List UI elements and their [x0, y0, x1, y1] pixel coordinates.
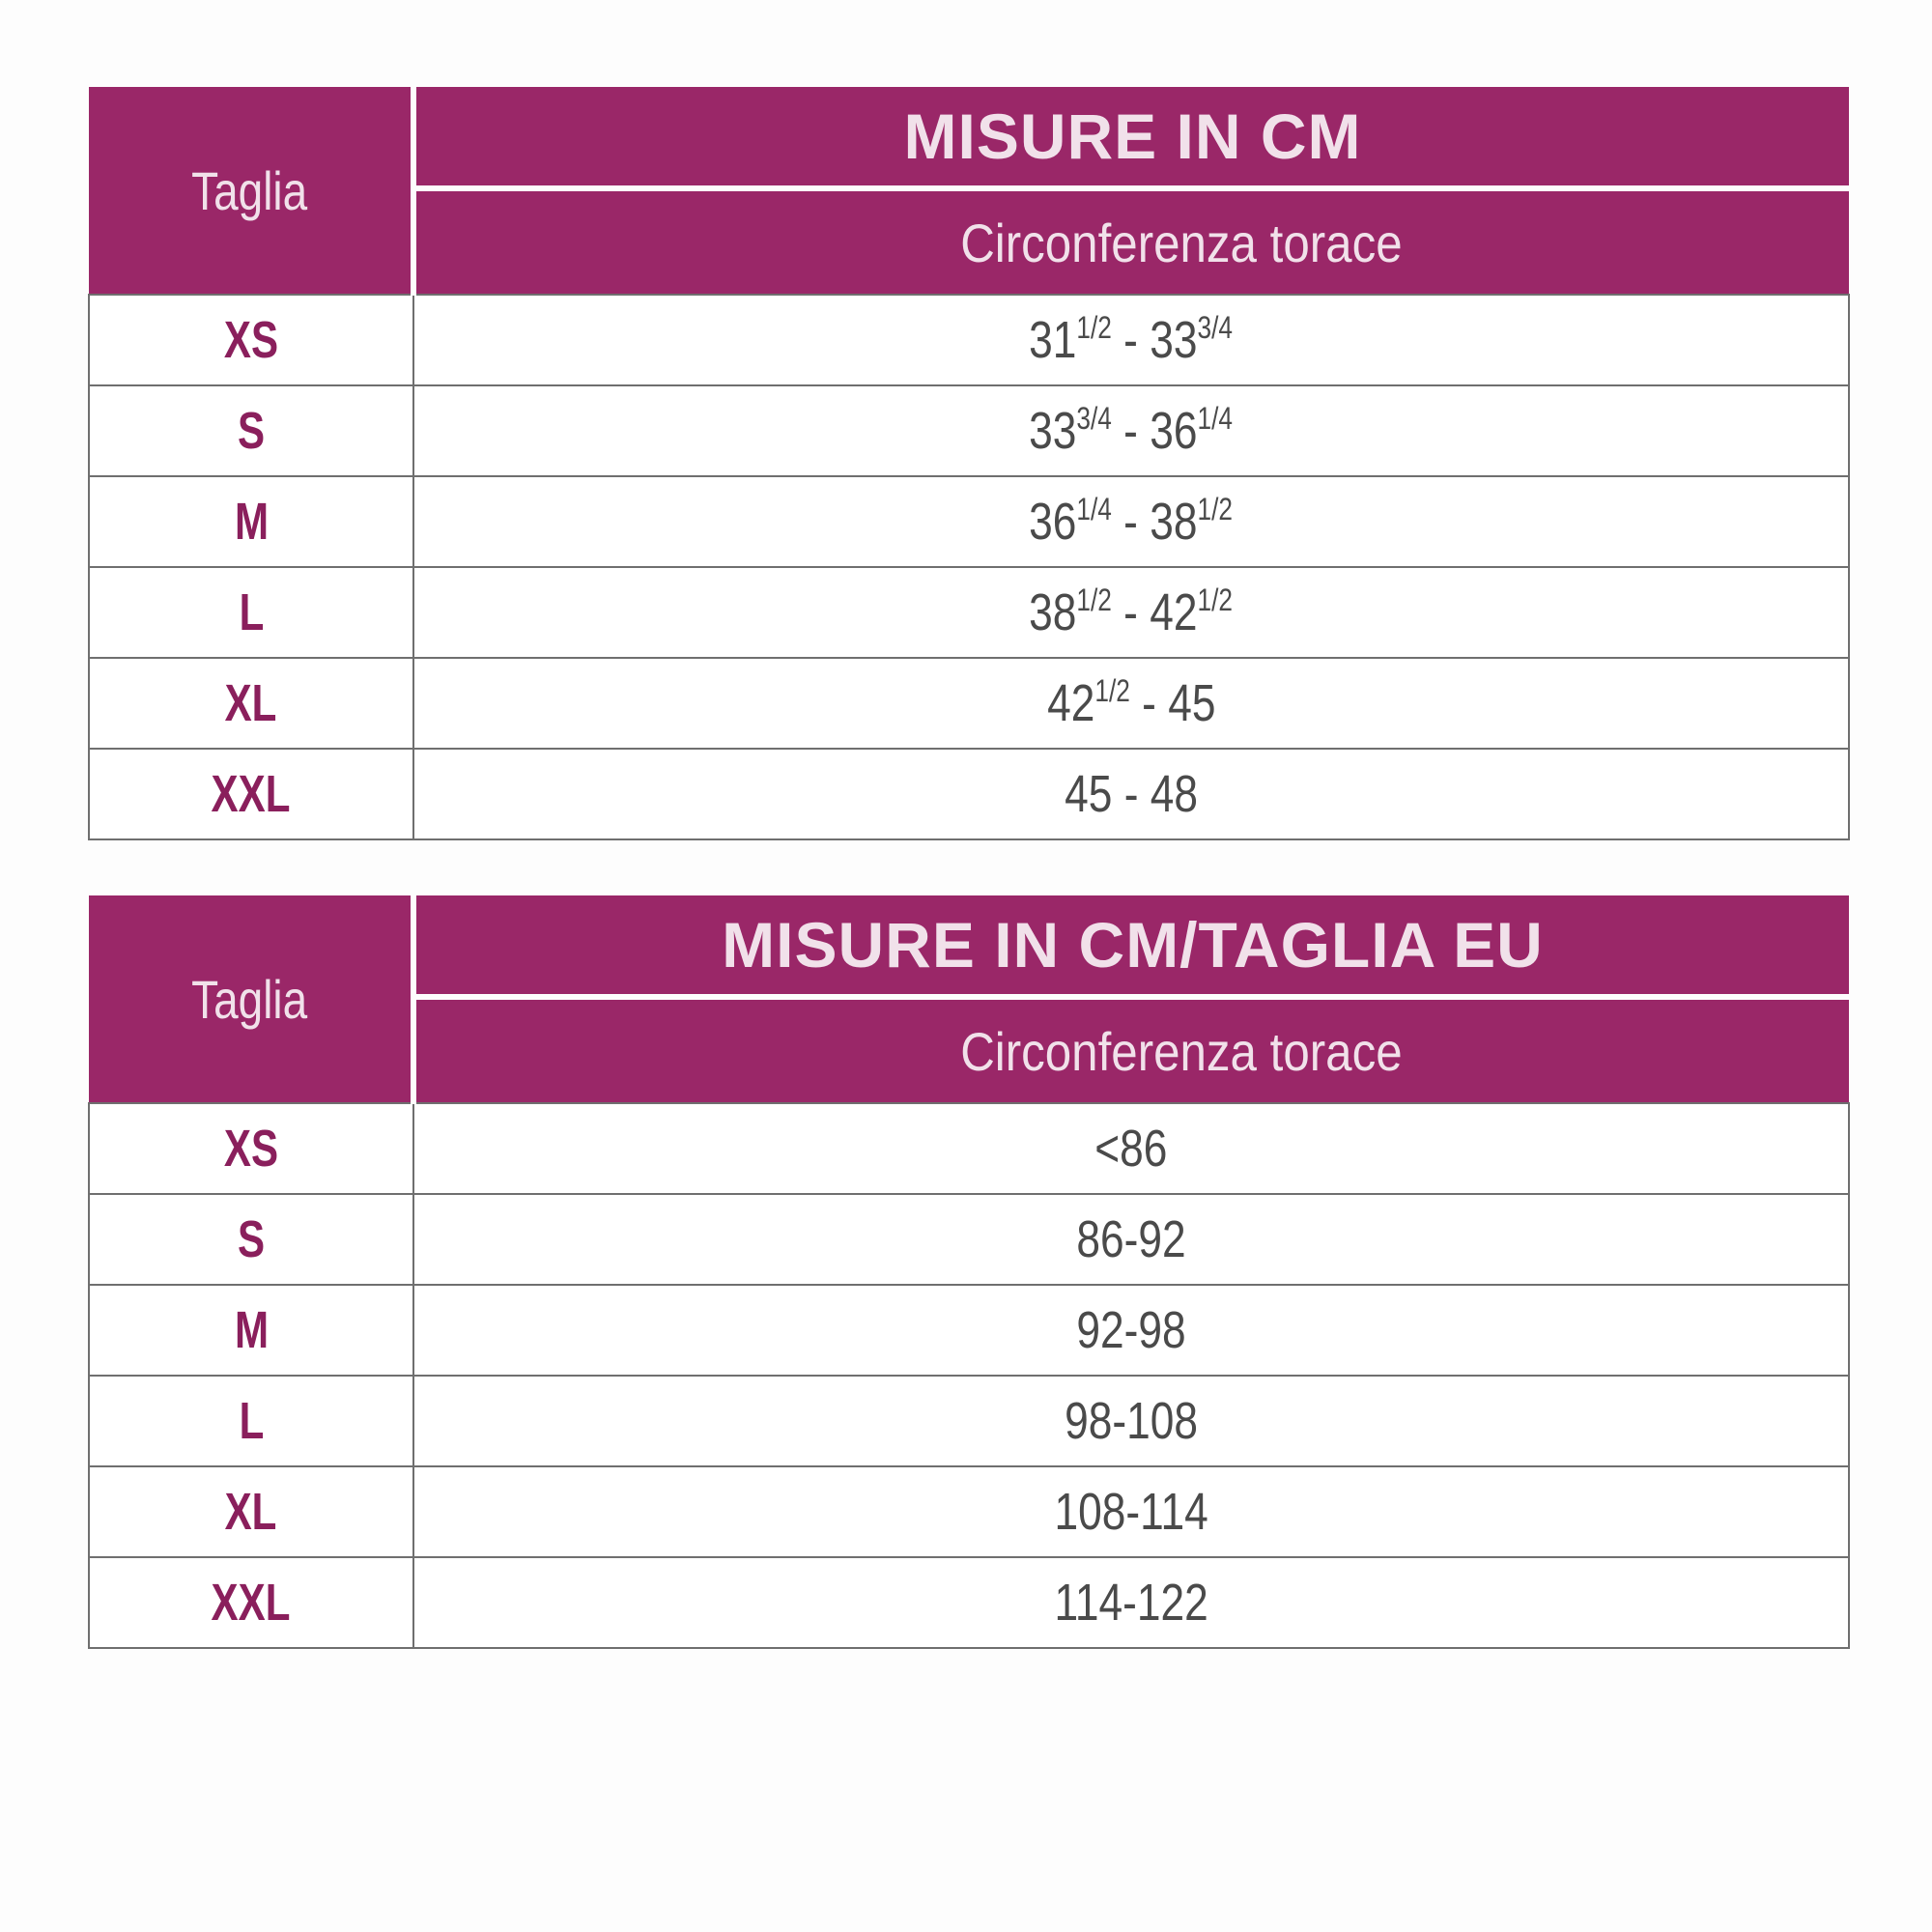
table-row [89, 658, 1849, 749]
size-label: XS [89, 1103, 413, 1194]
measurement-value: <86 [413, 1103, 1849, 1194]
table-body [89, 1103, 1849, 1648]
measurement-value: 92-98 [413, 1285, 1849, 1376]
table-row [89, 1376, 1849, 1466]
header-size: Taglia [89, 895, 413, 1103]
header-size: Taglia [89, 87, 413, 295]
size-label: XXL [89, 1557, 413, 1648]
size-label: XL [89, 658, 413, 749]
measurement-value: 108-114 [413, 1466, 1849, 1557]
size-label: XXL [89, 749, 413, 839]
size-label: XS [89, 295, 413, 385]
size-label: L [89, 1376, 413, 1466]
size-table-inches [88, 87, 1850, 840]
table-row [89, 749, 1849, 839]
measurement-value: 98-108 [413, 1376, 1849, 1466]
table-row [89, 567, 1849, 658]
size-label: M [89, 476, 413, 567]
measurement-value: $33^{3/4} - 36^{1/4}$ [413, 385, 1849, 476]
measurement-value: 45 - 48 [413, 749, 1849, 839]
size-table-cm-eu [88, 895, 1850, 1649]
table-row [89, 1285, 1849, 1376]
table-row [89, 1466, 1849, 1557]
table-subtitle: Circonferenza torace [413, 188, 1849, 295]
size-label: S [89, 1194, 413, 1285]
table-row [89, 295, 1849, 385]
table-row [89, 1194, 1849, 1285]
table-row [89, 385, 1849, 476]
measurement-value: $38^{1/2} - 42^{1/2}$ [413, 567, 1849, 658]
measurement-value: $36^{1/4} - 38^{1/2}$ [413, 476, 1849, 567]
table-title: MISURE IN CM [413, 87, 1849, 188]
size-label: M [89, 1285, 413, 1376]
table-row [89, 476, 1849, 567]
table-row [89, 1557, 1849, 1648]
size-label: XL [89, 1466, 413, 1557]
measurement-value: $31^{1/2} - 33^{3/4}$ [413, 295, 1849, 385]
measurement-value: 86-92 [413, 1194, 1849, 1285]
measurement-value: 114-122 [413, 1557, 1849, 1648]
table-body [89, 295, 1849, 839]
size-label: L [89, 567, 413, 658]
size-label: S [89, 385, 413, 476]
table-subtitle: Circonferenza torace [413, 997, 1849, 1103]
measurement-value: $42^{1/2} - 45$ [413, 658, 1849, 749]
table-title: MISURE IN CM/TAGLIA EU [413, 895, 1849, 997]
table-row [89, 1103, 1849, 1194]
